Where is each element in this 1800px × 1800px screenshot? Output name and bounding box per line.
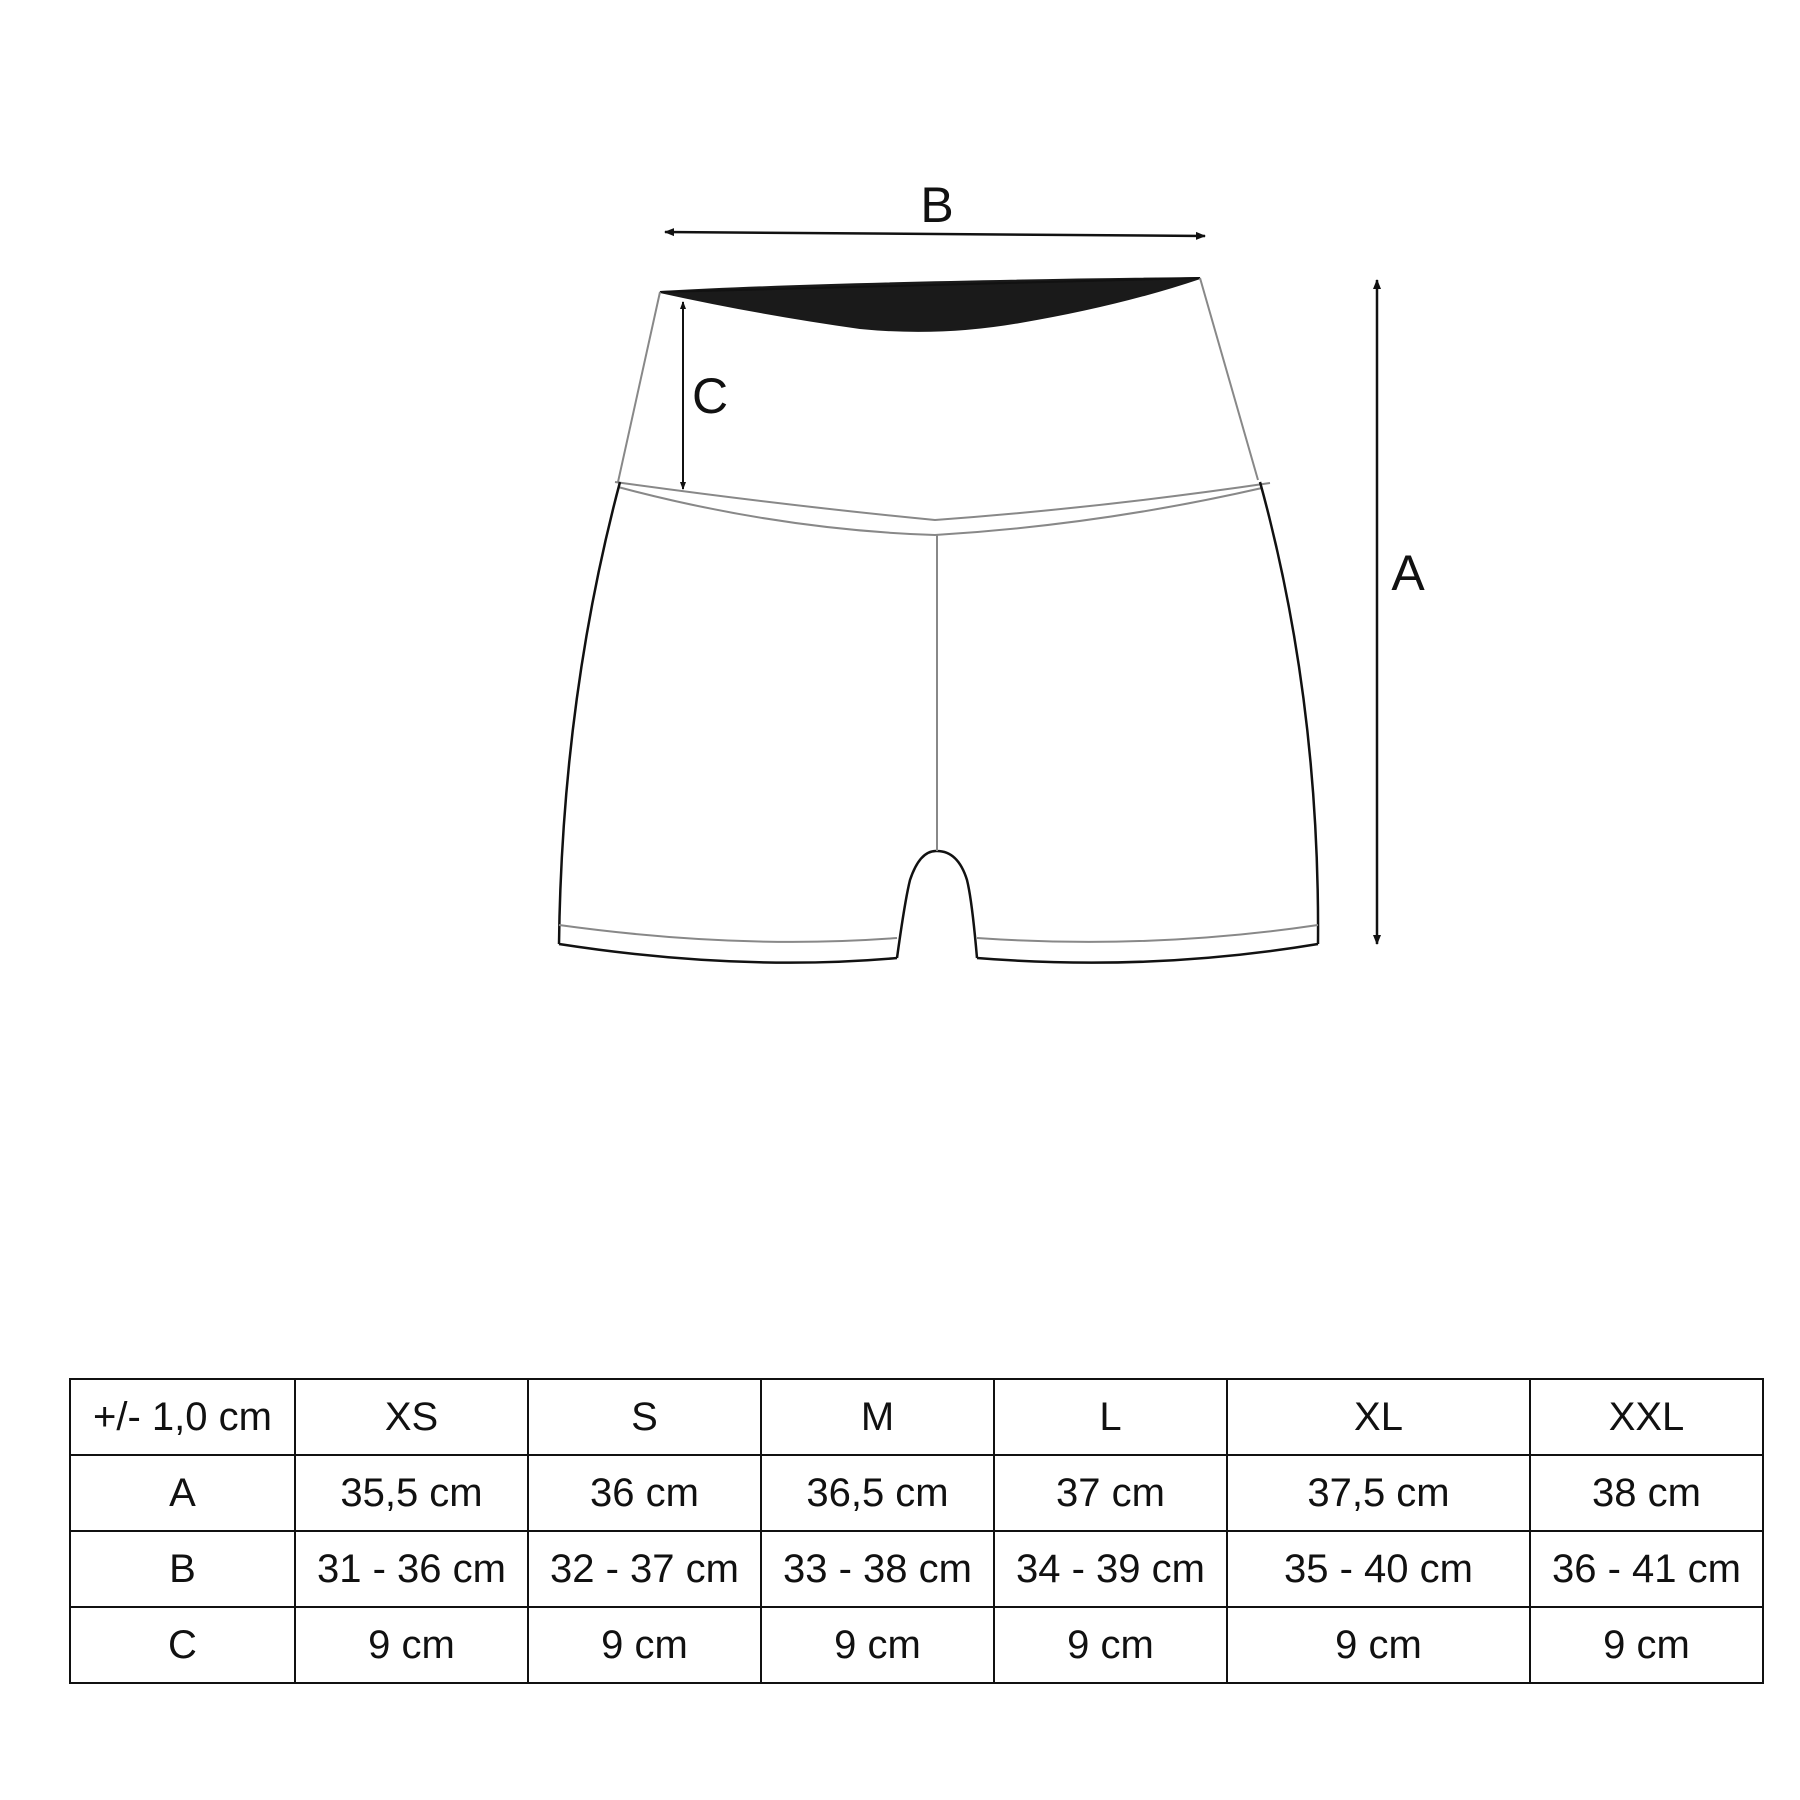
shorts-left-outline: [559, 482, 620, 944]
dimension-a-label: A: [1391, 545, 1425, 601]
table-cell: 34 - 39 cm: [994, 1531, 1227, 1607]
table-cell: 37,5 cm: [1227, 1455, 1530, 1531]
size-header-xl: XL: [1227, 1379, 1530, 1455]
dimension-a: [1377, 280, 1425, 944]
shorts-drawing: [559, 278, 1318, 963]
row-label: A: [70, 1455, 295, 1531]
table-cell: 9 cm: [761, 1607, 994, 1683]
table-cell: 38 cm: [1530, 1455, 1763, 1531]
row-label: B: [70, 1531, 295, 1607]
table-cell: 35 - 40 cm: [1227, 1531, 1530, 1607]
table-row-b: [70, 1531, 1763, 1607]
table-cell: 36 - 41 cm: [1530, 1531, 1763, 1607]
size-header-m: M: [761, 1379, 994, 1455]
table-cell: 9 cm: [1227, 1607, 1530, 1683]
table-cell: 36,5 cm: [761, 1455, 994, 1531]
size-header-row: [70, 1379, 1763, 1455]
table-cell: 33 - 38 cm: [761, 1531, 994, 1607]
table-cell: 37 cm: [994, 1455, 1227, 1531]
waistband-seam-upper: [615, 482, 1270, 520]
left-leg-bottom: [559, 944, 897, 963]
dimension-b-label: B: [920, 177, 954, 233]
shorts-right-outline: [1260, 482, 1318, 944]
table-cell: 9 cm: [994, 1607, 1227, 1683]
table-cell: 32 - 37 cm: [528, 1531, 761, 1607]
table-cell: 9 cm: [1530, 1607, 1763, 1683]
right-leg-hem-stitch: [977, 925, 1318, 942]
right-leg-bottom: [977, 944, 1318, 963]
size-chart-table: [69, 1378, 1764, 1684]
table-row-c: [70, 1607, 1763, 1683]
dimension-b: [665, 177, 1205, 236]
size-header-xs: XS: [295, 1379, 528, 1455]
crotch-curve: [897, 851, 977, 958]
dimension-c: [683, 302, 728, 489]
size-header-l: L: [994, 1379, 1227, 1455]
tolerance-cell: +/- 1,0 cm: [70, 1379, 295, 1455]
waistband-left-side: [618, 292, 660, 482]
size-header-s: S: [528, 1379, 761, 1455]
table-cell: 9 cm: [295, 1607, 528, 1683]
size-header-xxl: XXL: [1530, 1379, 1763, 1455]
table-cell: 9 cm: [528, 1607, 761, 1683]
table-cell: 35,5 cm: [295, 1455, 528, 1531]
table-cell: 36 cm: [528, 1455, 761, 1531]
table-row-a: [70, 1455, 1763, 1531]
waistband-seam-lower: [618, 487, 1262, 535]
waistband-right-side: [1200, 278, 1258, 480]
table-cell: 31 - 36 cm: [295, 1531, 528, 1607]
dimension-c-label: C: [691, 368, 729, 424]
left-leg-hem-stitch: [559, 925, 897, 942]
row-label: C: [70, 1607, 295, 1683]
